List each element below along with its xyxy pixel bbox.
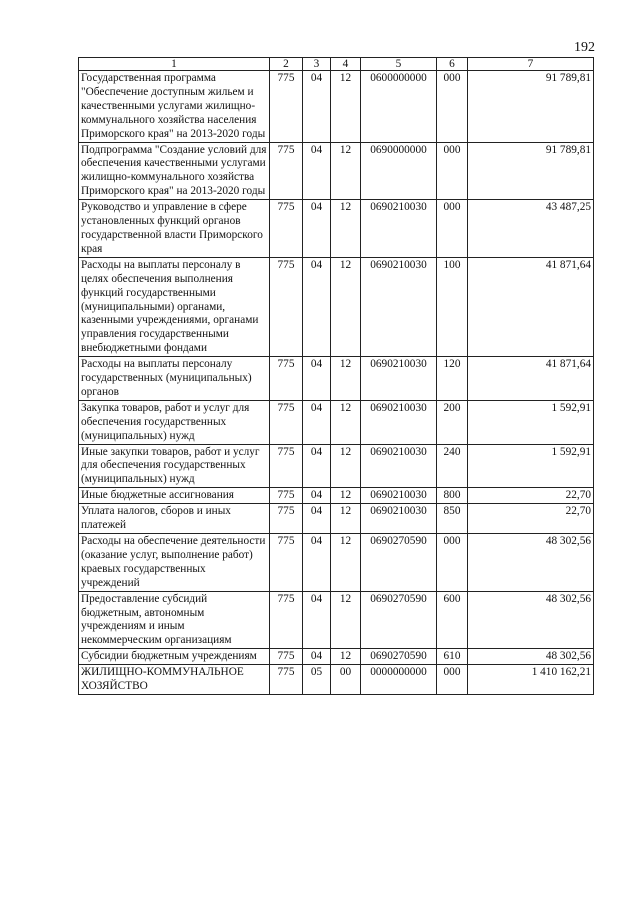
row-name: Иные бюджетные ассигнования — [79, 488, 270, 504]
col-header-3: 3 — [303, 58, 331, 71]
row-amount: 91 789,81 — [468, 142, 594, 200]
table-row — [79, 257, 594, 356]
row-name: Субсидии бюджетным учреждениям — [79, 649, 270, 665]
row-expense-type: 000 — [437, 534, 468, 592]
row-section: 04 — [303, 488, 331, 504]
row-amount: 41 871,64 — [468, 357, 594, 401]
row-expense-type: 850 — [437, 504, 468, 534]
row-target-item: 0600000000 — [361, 71, 437, 143]
page-number: 192 — [574, 40, 595, 55]
row-name: Подпрограмма "Создание условий для обеспечения качественными услугами жилищно-коммунального хозяйства Приморского края" на 2013-2020 годы — [79, 142, 270, 200]
row-target-item: 0690210030 — [361, 488, 437, 504]
row-section: 04 — [303, 357, 331, 401]
row-ministry: 775 — [270, 665, 303, 695]
row-subsection: 12 — [331, 534, 361, 592]
row-name: Расходы на выплаты персоналу государственных (муниципальных) органов — [79, 357, 270, 401]
row-subsection: 00 — [331, 665, 361, 695]
row-amount: 48 302,56 — [468, 649, 594, 665]
row-expense-type: 800 — [437, 488, 468, 504]
row-section: 04 — [303, 200, 331, 258]
row-name: Иные закупки товаров, работ и услуг для обеспечения государственных (муниципальных) нужд — [79, 444, 270, 488]
col-header-1: 1 — [79, 58, 270, 71]
row-expense-type: 000 — [437, 665, 468, 695]
row-amount: 48 302,56 — [468, 534, 594, 592]
row-amount: 1 592,91 — [468, 400, 594, 444]
table-row — [79, 400, 594, 444]
row-subsection: 12 — [331, 649, 361, 665]
row-ministry: 775 — [270, 649, 303, 665]
row-name: Уплата налогов, сборов и иных платежей — [79, 504, 270, 534]
row-target-item: 0690000000 — [361, 142, 437, 200]
table-row — [79, 71, 594, 143]
row-expense-type: 000 — [437, 142, 468, 200]
row-ministry: 775 — [270, 400, 303, 444]
row-subsection: 12 — [331, 504, 361, 534]
row-name: ЖИЛИЩНО-КОММУНАЛЬНОЕ ХОЗЯЙСТВО — [79, 665, 270, 695]
row-target-item: 0690270590 — [361, 534, 437, 592]
row-target-item: 0690210030 — [361, 444, 437, 488]
row-name: Расходы на выплаты персоналу в целях обеспечения выполнения функций государственными (муниципальными) органами, казенными учреждениями, органами управления государственными внебюджетными фондами — [79, 257, 270, 356]
row-expense-type: 000 — [437, 200, 468, 258]
row-amount: 43 487,25 — [468, 200, 594, 258]
row-name: Руководство и управление в сфере установленных функций органов государственной власти Приморского края — [79, 200, 270, 258]
row-name: Государственная программа "Обеспечение доступным жильем и качественными услугами жилищно-коммунального хозяйства населения Приморского края" на 2013-2020 годы — [79, 71, 270, 143]
row-expense-type: 610 — [437, 649, 468, 665]
row-section: 04 — [303, 142, 331, 200]
row-expense-type: 240 — [437, 444, 468, 488]
row-subsection: 12 — [331, 71, 361, 143]
row-subsection: 12 — [331, 444, 361, 488]
row-ministry: 775 — [270, 444, 303, 488]
row-expense-type: 000 — [437, 71, 468, 143]
row-expense-type: 100 — [437, 257, 468, 356]
row-amount: 22,70 — [468, 488, 594, 504]
row-target-item: 0690210030 — [361, 504, 437, 534]
row-ministry: 775 — [270, 488, 303, 504]
row-ministry: 775 — [270, 142, 303, 200]
row-amount: 48 302,56 — [468, 591, 594, 649]
row-ministry: 775 — [270, 71, 303, 143]
row-subsection: 12 — [331, 142, 361, 200]
table-row — [79, 504, 594, 534]
row-section: 05 — [303, 665, 331, 695]
budget-table — [78, 57, 594, 695]
table-row — [79, 488, 594, 504]
row-name: Расходы на обеспечение деятельности (оказание услуг, выполнение работ) краевых государственных учреждений — [79, 534, 270, 592]
row-amount: 1 592,91 — [468, 444, 594, 488]
row-subsection: 12 — [331, 200, 361, 258]
row-ministry: 775 — [270, 357, 303, 401]
row-subsection: 12 — [331, 357, 361, 401]
table-row — [79, 665, 594, 695]
row-expense-type: 600 — [437, 591, 468, 649]
col-header-7: 7 — [468, 58, 594, 71]
row-target-item: 0690210030 — [361, 400, 437, 444]
row-ministry: 775 — [270, 534, 303, 592]
row-section: 04 — [303, 400, 331, 444]
row-amount: 41 871,64 — [468, 257, 594, 356]
row-subsection: 12 — [331, 257, 361, 356]
table-row — [79, 200, 594, 258]
col-header-6: 6 — [437, 58, 468, 71]
row-section: 04 — [303, 257, 331, 356]
row-target-item: 0690270590 — [361, 649, 437, 665]
row-target-item: 0690270590 — [361, 591, 437, 649]
row-section: 04 — [303, 444, 331, 488]
table-row — [79, 591, 594, 649]
row-name: Закупка товаров, работ и услуг для обеспечения государственных (муниципальных) нужд — [79, 400, 270, 444]
row-subsection: 12 — [331, 400, 361, 444]
row-amount: 91 789,81 — [468, 71, 594, 143]
table-row — [79, 142, 594, 200]
row-subsection: 12 — [331, 488, 361, 504]
row-target-item: 0690210030 — [361, 357, 437, 401]
row-section: 04 — [303, 591, 331, 649]
row-subsection: 12 — [331, 591, 361, 649]
table-row — [79, 357, 594, 401]
table-row — [79, 444, 594, 488]
row-target-item: 0000000000 — [361, 665, 437, 695]
row-section: 04 — [303, 71, 331, 143]
row-ministry: 775 — [270, 504, 303, 534]
col-header-2: 2 — [270, 58, 303, 71]
row-expense-type: 200 — [437, 400, 468, 444]
row-ministry: 775 — [270, 591, 303, 649]
row-amount: 22,70 — [468, 504, 594, 534]
row-expense-type: 120 — [437, 357, 468, 401]
row-ministry: 775 — [270, 257, 303, 356]
row-amount: 1 410 162,21 — [468, 665, 594, 695]
row-name: Предоставление субсидий бюджетным, автономным учреждениям и иным некоммерческим организациям — [79, 591, 270, 649]
col-header-5: 5 — [361, 58, 437, 71]
table-row — [79, 534, 594, 592]
table-row — [79, 649, 594, 665]
row-section: 04 — [303, 504, 331, 534]
header-row — [79, 58, 594, 71]
row-target-item: 0690210030 — [361, 200, 437, 258]
row-ministry: 775 — [270, 200, 303, 258]
row-target-item: 0690210030 — [361, 257, 437, 356]
col-header-4: 4 — [331, 58, 361, 71]
row-section: 04 — [303, 534, 331, 592]
row-section: 04 — [303, 649, 331, 665]
